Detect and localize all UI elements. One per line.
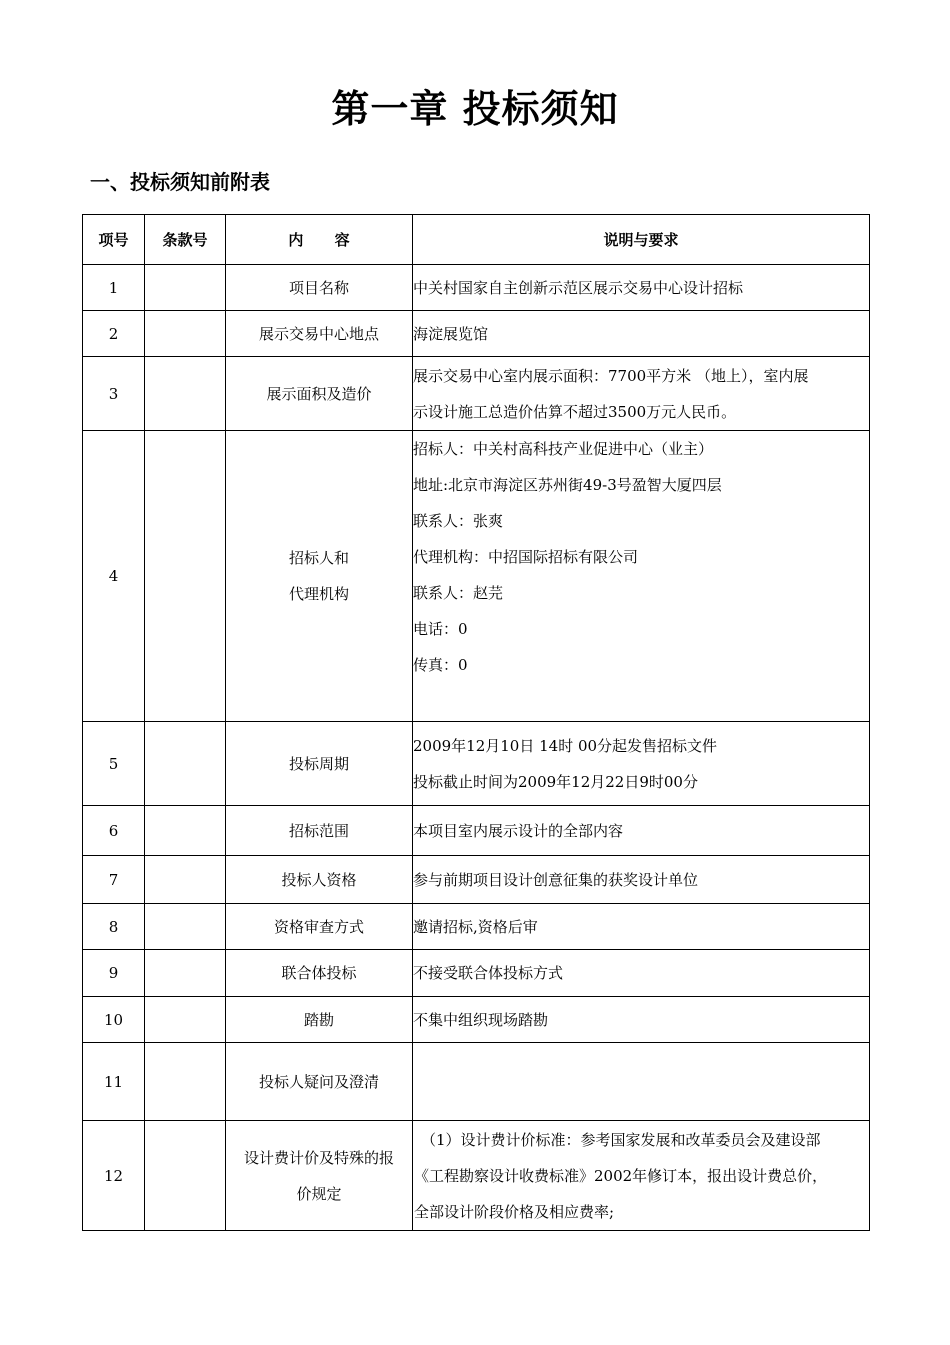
table-row	[83, 806, 870, 856]
item-number: 11	[83, 1043, 145, 1121]
table-header-row	[83, 215, 870, 265]
description-line: 不集中组织现场踏勘	[413, 1010, 549, 1029]
content-line: 联合体投标	[281, 964, 357, 982]
table-row	[83, 1043, 870, 1121]
item-number: 9	[83, 950, 145, 997]
clause-number	[145, 997, 226, 1043]
clause-number	[145, 357, 226, 431]
description-line: 参与前期项目设计创意征集的获奖设计单位	[413, 870, 699, 889]
item-number: 1	[83, 265, 145, 311]
content-line: 踏勘	[303, 1010, 334, 1029]
content-line: 项目名称	[288, 278, 349, 297]
item-content	[226, 357, 413, 431]
clause-number	[145, 265, 226, 311]
item-description	[413, 904, 870, 950]
description-line: （1）设计费计价标准：参考国家发展和改革委员会及建设部	[421, 1130, 821, 1149]
content-line: 设计费计价及特殊的报	[243, 1148, 394, 1167]
content-line: 展示面积及造价	[266, 384, 372, 403]
table-row	[83, 1121, 870, 1231]
item-description	[413, 856, 870, 904]
description-line: 本项目室内展示设计的全部内容	[413, 821, 624, 840]
item-number: 4	[83, 431, 145, 722]
description-line: 联系人：赵芫	[413, 584, 504, 602]
item-number: 2	[83, 311, 145, 357]
table-row	[83, 357, 870, 431]
item-number: 10	[83, 997, 145, 1043]
description-line: 传真：0	[413, 656, 468, 674]
description-line: 《工程勘察设计收费标准》2002年修订本，报出设计费总价，	[414, 1166, 828, 1185]
clause-number	[145, 1043, 226, 1121]
description-line: 不接受联合体投标方式	[413, 964, 564, 982]
header-description: 说明与要求	[413, 215, 870, 265]
table-row	[83, 997, 870, 1043]
description-line: 招标人：中关村高科技产业促进中心（业主）	[413, 440, 714, 458]
content-line: 投标人疑问及澄清	[258, 1072, 379, 1091]
item-number: 6	[83, 806, 145, 856]
description-line: 邀请招标,资格后审	[413, 917, 538, 936]
description-line: 地址:北京市海淀区苏州街49-3号盈智大厦四层	[413, 476, 722, 494]
item-content	[226, 265, 413, 311]
description-line: 代理机构：中招国际招标有限公司	[413, 548, 639, 566]
item-content	[226, 722, 413, 806]
item-content	[226, 1043, 413, 1121]
clause-number	[145, 950, 226, 997]
item-description	[413, 806, 870, 856]
clause-number	[145, 1121, 226, 1231]
item-content	[226, 904, 413, 950]
item-content	[226, 997, 413, 1043]
table-row	[83, 311, 870, 357]
item-description	[413, 311, 870, 357]
table-row	[83, 722, 870, 806]
item-description	[413, 1043, 870, 1121]
content-line: 招标人和	[288, 549, 349, 567]
content-line: 招标范围	[288, 821, 349, 840]
header-clause-no: 条款号	[145, 215, 226, 265]
description-line: 2009年12月10日 14时 00分起发售招标文件	[413, 736, 718, 755]
description-line: 电话：0	[413, 620, 468, 638]
clause-number	[145, 722, 226, 806]
content-line: 展示交易中心地点	[258, 324, 379, 343]
item-number: 8	[83, 904, 145, 950]
item-description	[413, 265, 870, 311]
content-line: 投标周期	[288, 754, 349, 773]
item-description	[413, 357, 870, 431]
item-content	[226, 806, 413, 856]
item-content	[226, 856, 413, 904]
description-line: 联系人：张爽	[413, 512, 504, 530]
item-description	[413, 1121, 870, 1231]
description-line: 投标截止时间为2009年12月22日9时00分	[413, 772, 698, 791]
item-content	[226, 311, 413, 357]
table-row	[83, 265, 870, 311]
content-line: 价规定	[296, 1184, 342, 1203]
clause-number	[145, 856, 226, 904]
header-item-no: 项号	[83, 215, 145, 265]
bid-notice-table	[82, 214, 870, 1231]
item-description	[413, 722, 870, 806]
description-line: 示设计施工总造价估算不超过3500万元人民币。	[413, 402, 737, 421]
clause-number	[145, 311, 226, 357]
header-content: 内 容	[226, 215, 413, 265]
content-line: 资格审查方式	[273, 917, 364, 936]
table-row	[83, 950, 870, 997]
description-line: 海淀展览馆	[413, 324, 489, 343]
item-description	[413, 950, 870, 997]
item-content	[226, 1121, 413, 1231]
clause-number	[145, 431, 226, 722]
item-description	[413, 431, 870, 722]
item-content	[226, 950, 413, 997]
content-line: 代理机构	[288, 585, 349, 603]
chapter-title: 第一章 投标须知	[331, 87, 619, 131]
item-number: 5	[83, 722, 145, 806]
table-row	[83, 856, 870, 904]
table-row	[83, 431, 870, 722]
description-line: 展示交易中心室内展示面积：7700平方米 （地上），室内展	[413, 366, 809, 385]
clause-number	[145, 806, 226, 856]
description-line: 中关村国家自主创新示范区展示交易中心设计招标	[413, 278, 744, 297]
item-content	[226, 431, 413, 722]
section-heading: 一、投标须知前附表	[90, 170, 270, 194]
item-number: 12	[83, 1121, 145, 1231]
table-row	[83, 904, 870, 950]
description-line: 全部设计阶段价格及相应费率;	[414, 1202, 615, 1221]
clause-number	[145, 904, 226, 950]
item-number: 3	[83, 357, 145, 431]
content-line: 投标人资格	[281, 870, 357, 889]
item-number: 7	[83, 856, 145, 904]
item-description	[413, 997, 870, 1043]
